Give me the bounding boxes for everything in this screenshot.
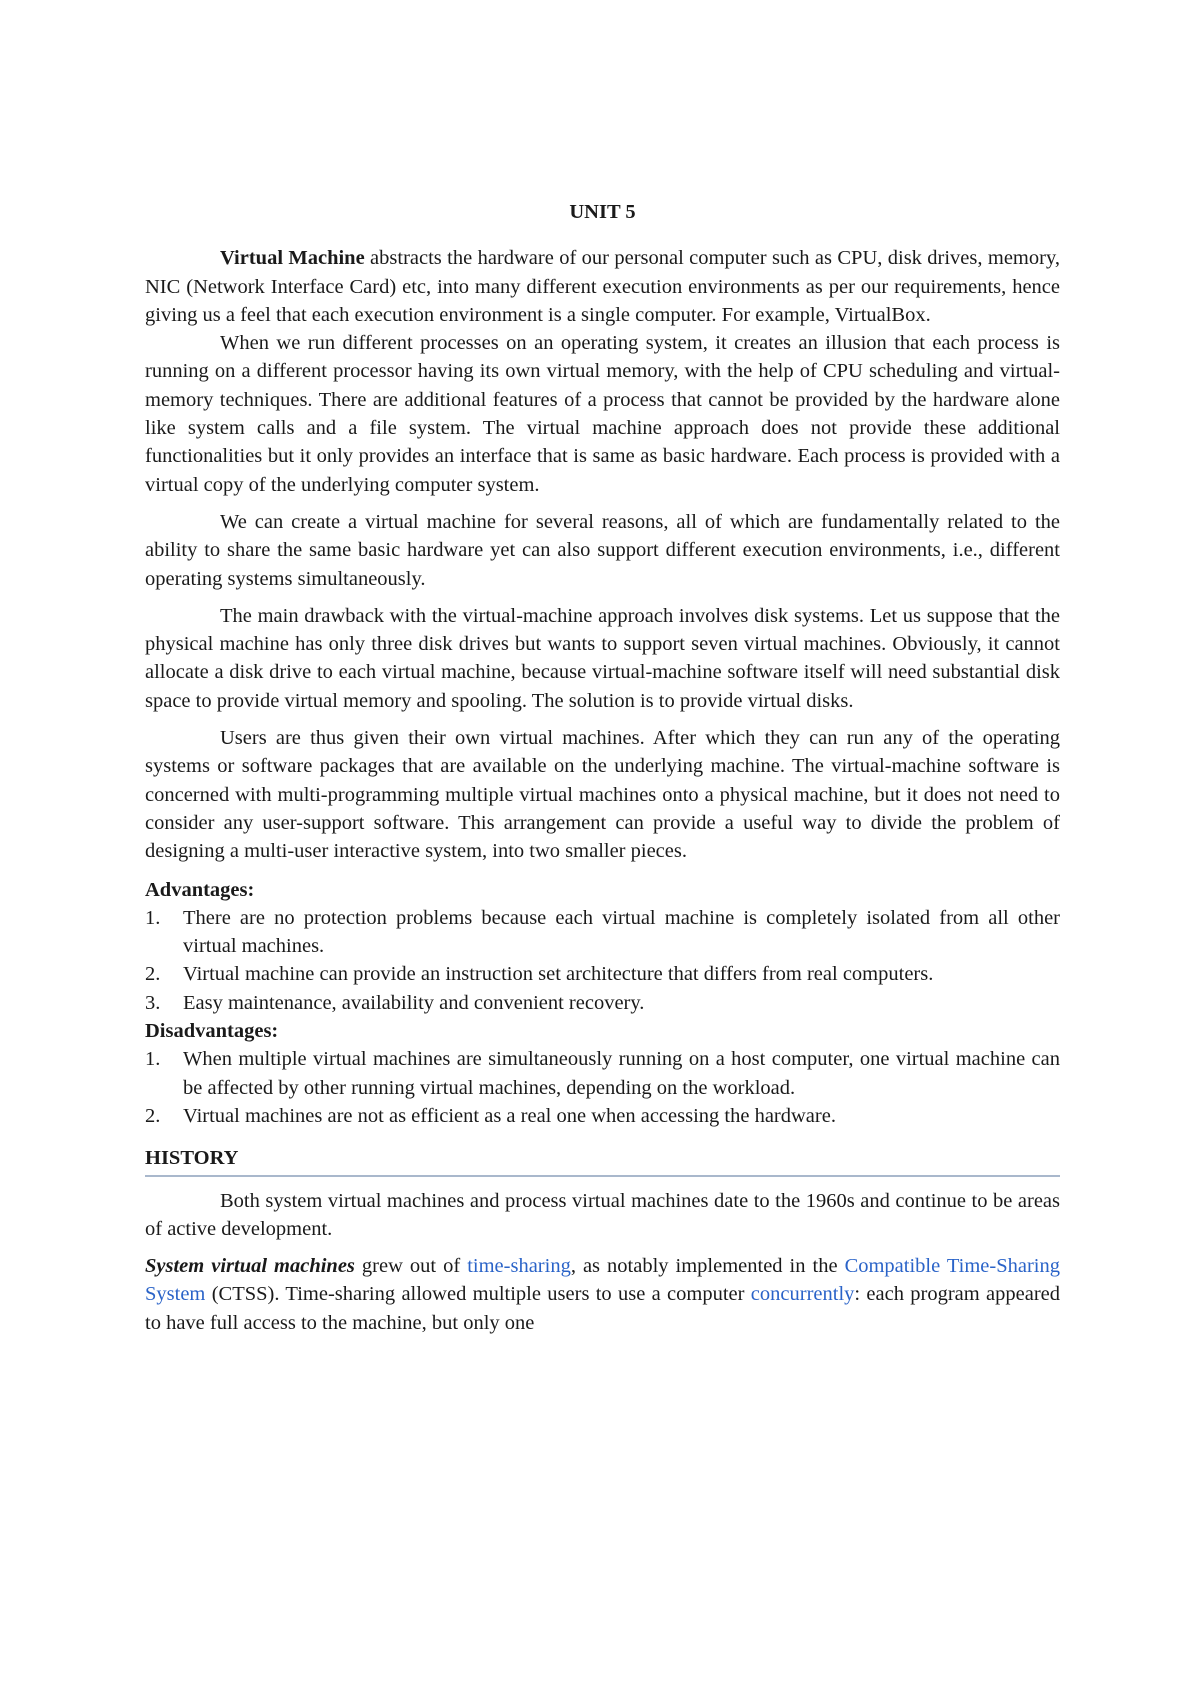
- text-run: grew out of: [354, 1255, 468, 1278]
- list-number: 1.: [145, 906, 161, 929]
- concurrently-link[interactable]: concurrently: [750, 1283, 855, 1306]
- time-sharing-link[interactable]: time-sharing: [467, 1255, 571, 1278]
- list-item: [145, 904, 1060, 961]
- list-item: [145, 1102, 1060, 1130]
- advantages-heading: Advantages:: [145, 878, 255, 901]
- document-page: [145, 198, 1060, 1337]
- list-item: [145, 989, 1060, 1017]
- paragraph: We can create a virtual machine for several reasons, all of which are fundamentally related to the ability to share the same basic hardware yet can also support different execution environments, i.e., different operating systems simultaneously.: [145, 510, 1060, 590]
- text-run: : each program appeared to have full access to the machine, but only one: [145, 1283, 1060, 1334]
- ctss-link[interactable]: Compatible Time-Sharing System: [145, 1255, 1060, 1306]
- intro-term: Virtual Machine: [220, 247, 365, 270]
- list-item-text: Virtual machines are not as efficient as a real one when accessing the hardware.: [183, 1104, 836, 1127]
- text-run: (CTSS). Time-sharing allowed multiple users to use a computer: [205, 1283, 751, 1306]
- disadvantages-heading: Disadvantages:: [145, 1020, 279, 1043]
- paragraph: The main drawback with the virtual-machine approach involves disk systems. Let us suppose that the physical machine has only three disk drives but wants to support seven virtual machines. Obviously, it cannot allocate a disk drive to each virtual machine, because virtual-machine software itself will need substantial disk space to provide virtual memory and spooling. The solution is to provide virtual disks.: [145, 604, 1060, 712]
- list-item: [145, 1045, 1060, 1102]
- list-item-text: There are no protection problems because each virtual machine is completely isolated from all other virtual machines.: [183, 906, 1060, 958]
- history-paragraph-2: [145, 1252, 1060, 1337]
- text-run: , as notably implemented in the: [570, 1255, 845, 1278]
- list-item-text: Virtual machine can provide an instruction set architecture that differs from real computers.: [183, 963, 934, 986]
- history-heading: HISTORY: [145, 1144, 1060, 1176]
- intro-text: abstracts the hardware of our personal computer such as CPU, disk drives, memory, NIC (Network Interface Card) etc, into many different execution environments as per our requirements, hence giving us a feel that each execution environment is a single computer. For example, VirtualBox.: [145, 247, 1060, 326]
- advantages-list: [145, 904, 1060, 1017]
- list-item: [145, 960, 1060, 988]
- list-number: 2.: [145, 1104, 161, 1127]
- list-number: 1.: [145, 1048, 161, 1071]
- history-paragraph: Both system virtual machines and process virtual machines date to the 1960s and continue to be areas of active development.: [145, 1189, 1060, 1240]
- paragraph: Users are thus given their own virtual machines. After which they can run any of the operating systems or software packages that are available on the underlying machine. The virtual-machine software is concerned with multi-programming multiple virtual machines onto a physical machine, but it does not need to consider any user-support software. This arrangement can provide a useful way to divide the problem of designing a multi-user interactive system, into two smaller pieces.: [145, 727, 1060, 863]
- list-number: 2.: [145, 963, 161, 986]
- intro-paragraph: [145, 244, 1060, 329]
- paragraph: When we run different processes on an operating system, it creates an illusion that each process is running on a different processor having its own virtual memory, with the help of CPU scheduling and virtual-memory techniques. There are additional features of a process that cannot be provided by the hardware alone like system calls and a file system. The virtual machine approach does not provide these additional functionalities but it only provides an interface that is same as basic hardware. Each process is provided with a virtual copy of the underlying computer system.: [145, 332, 1060, 496]
- system-vm-term: System virtual machines: [145, 1255, 355, 1278]
- list-number: 3.: [145, 991, 161, 1014]
- page-title: UNIT 5: [569, 201, 636, 223]
- disadvantages-list: [145, 1045, 1060, 1130]
- list-item-text: When multiple virtual machines are simultaneously running on a host computer, one virtual machine can be affected by other running virtual machines, depending on the workload.: [183, 1048, 1060, 1099]
- list-item-text: Easy maintenance, availability and convenient recovery.: [183, 991, 645, 1014]
